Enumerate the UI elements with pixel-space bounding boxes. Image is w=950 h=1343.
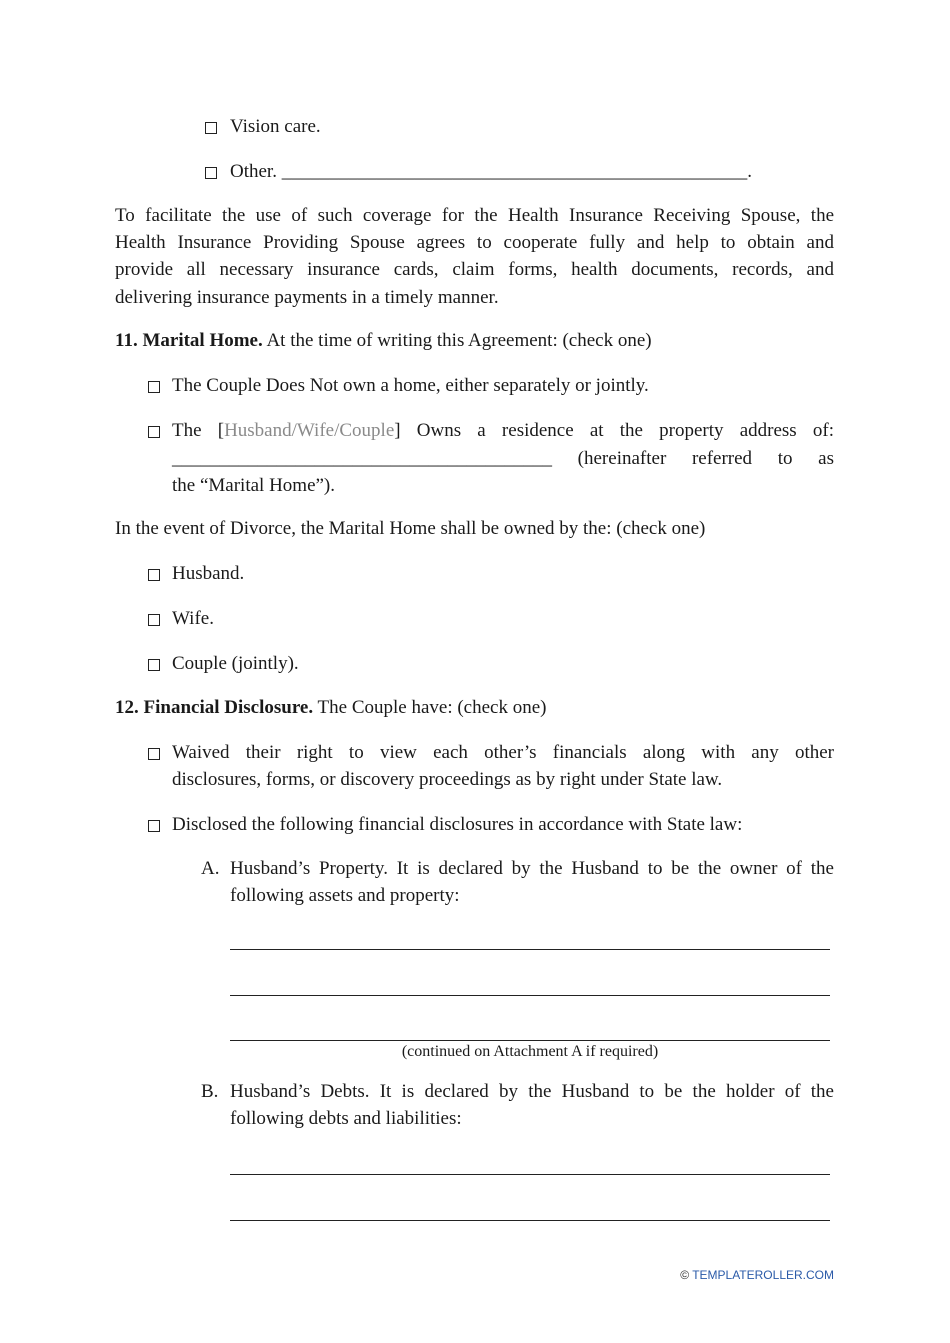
checkbox-waived[interactable] (148, 748, 160, 760)
section-11-header (115, 330, 652, 352)
checkbox-disclosed[interactable] (148, 820, 160, 832)
checkbox-husband[interactable] (148, 569, 160, 581)
item-a-line-2: following assets and property: (230, 885, 460, 906)
no-home-label: The Couple Does Not own a home, either separately or jointly. (172, 375, 649, 396)
checkbox-wife[interactable] (148, 614, 160, 626)
other-blank[interactable]: _________________________________________________. (281, 161, 752, 182)
property-blank-line-1[interactable] (230, 949, 830, 950)
other-text: Other. (230, 161, 277, 182)
checkbox-owns-residence[interactable] (148, 426, 160, 438)
checkbox-couple[interactable] (148, 659, 160, 671)
footer-credit[interactable] (680, 1268, 834, 1282)
disclosed-label: Disclosed the following financial disclosures in accordance with State law: (172, 814, 743, 835)
section-11-heading: 11. Marital Home. (115, 330, 263, 351)
vision-care-label: Vision care. (230, 116, 321, 137)
property-blank-line-3[interactable] (230, 1040, 830, 1041)
hereinafter-text: (hereinafter referred to as (577, 448, 834, 469)
debts-blank-line-2[interactable] (230, 1220, 830, 1221)
divorce-intro: In the event of Divorce, the Marital Home shall be owned by the: (check one) (115, 518, 706, 539)
owner-placeholder[interactable]: Husband/Wife/Couple (224, 420, 395, 441)
debts-blank-line-1[interactable] (230, 1174, 830, 1175)
property-blank-line-2[interactable] (230, 995, 830, 996)
other-label (230, 161, 752, 183)
waived-line-2: disclosures, forms, or discovery proceedings as by right under State law. (172, 769, 723, 790)
item-b-letter: B. (201, 1081, 219, 1102)
owner-wife-label: Wife. (172, 608, 214, 629)
owns-residence-line-2 (172, 448, 834, 470)
owns-post: ] Owns a residence at the property address of: (394, 420, 834, 441)
checkbox-vision[interactable] (205, 122, 217, 134)
continued-note: (continued on Attachment A if required) (401, 1043, 659, 1060)
owns-pre: The [ (172, 420, 225, 441)
copyright-symbol: © (680, 1268, 690, 1282)
item-a-line-1: Husband’s Property. It is declared by the Husband to be the owner of the (230, 858, 834, 879)
owns-residence-line-1 (172, 420, 834, 442)
footer-site-link[interactable]: TEMPLATEROLLER.COM (692, 1268, 834, 1282)
coverage-paragraph-line-3: provide all necessary insurance cards, claim forms, health documents, records, and (115, 259, 834, 280)
coverage-paragraph-line-1: To facilitate the use of such coverage for the Health Insurance Receiving Spouse, the (115, 205, 834, 226)
item-b-line-1: Husband’s Debts. It is declared by the Husband to be the holder of the (230, 1081, 834, 1102)
owner-husband-label: Husband. (172, 563, 245, 584)
owner-couple-label: Couple (jointly). (172, 653, 299, 674)
coverage-paragraph-line-4: delivering insurance payments in a timely manner. (115, 287, 499, 308)
section-12-heading: 12. Financial Disclosure. (115, 697, 314, 718)
coverage-paragraph-line-2: Health Insurance Providing Spouse agrees to cooperate fully and help to obtain and (115, 232, 834, 253)
item-b-line-2: following debts and liabilities: (230, 1108, 462, 1129)
owns-residence-line-3: the “Marital Home”). (172, 475, 336, 496)
checkbox-no-home[interactable] (148, 381, 160, 393)
section-12-header (115, 697, 547, 719)
section-12-intro: The Couple have: (check one) (317, 697, 547, 718)
section-11-intro: At the time of writing this Agreement: (check one) (266, 330, 652, 351)
item-a-letter: A. (201, 858, 220, 879)
checkbox-other[interactable] (205, 167, 217, 179)
address-blank[interactable]: ________________________________________ (172, 448, 552, 469)
waived-line-1: Waived their right to view each other’s financials along with any other (172, 742, 834, 763)
